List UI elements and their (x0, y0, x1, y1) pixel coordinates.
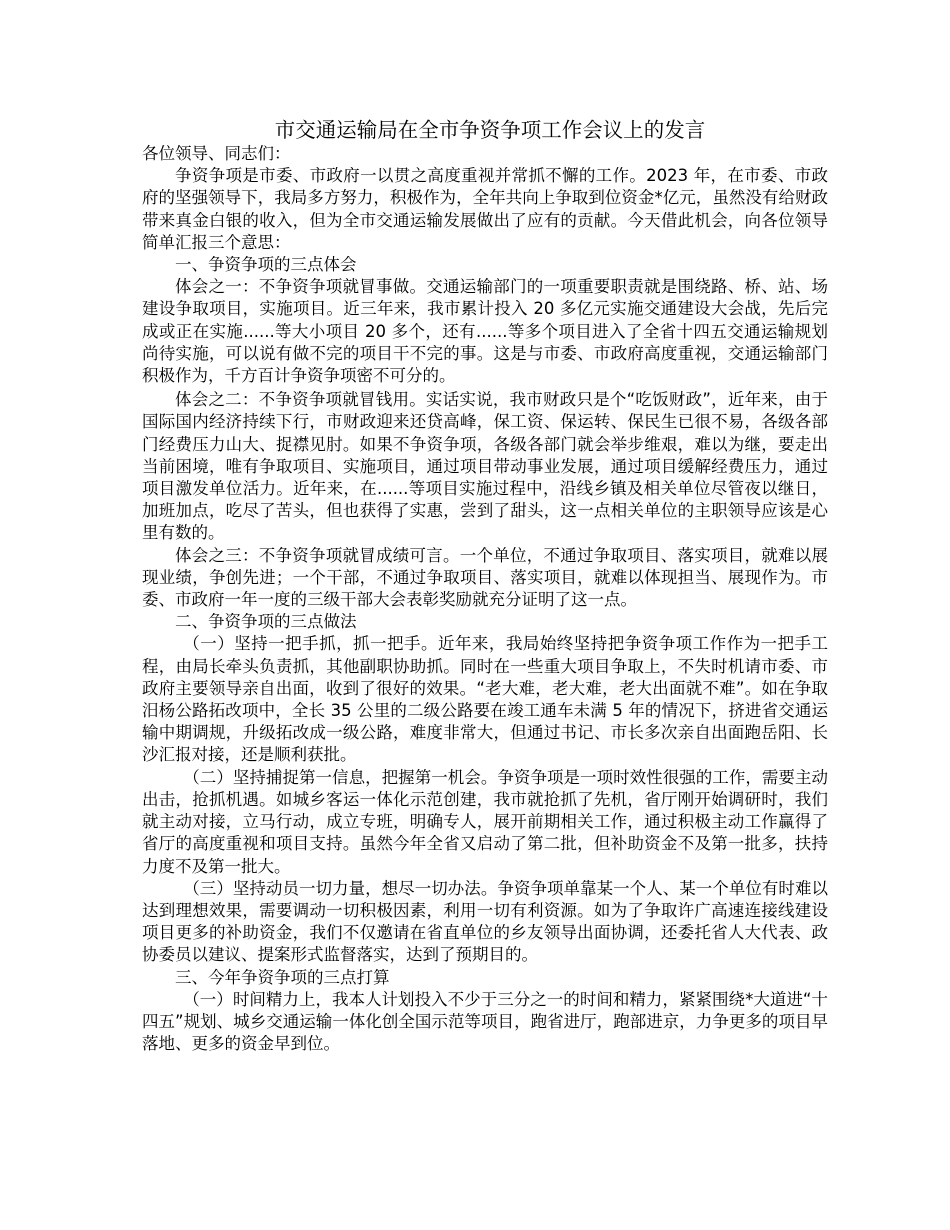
paragraph-practice-1: （一）坚持一把手抓，抓一把手。近年来，我局始终坚持把争资争项工作作为一把手工程，由局长牵头负责抓，其他副职协助抓。同时在一些重大项目争取上，不失时机请市委、市政府主要领导亲自出面，收到了很好的效果。“老大难，老大难，老大出面就不难”。如在争取汨杨公路拓改项中，全长 35 公里的二级公路要在竣工通车未满 5 年的情况下，挤进省交通运输中期调规，升级拓改成一级公路，难度非常大，但通过书记、市长多次亲自出面跑岳阳、长沙汇报对接，还是顺利获批。 (142, 634, 828, 765)
paragraph-plan-1: （一）时间精力上，我本人计划投入不少于三分之一的时间和精力，紧紧围绕*大道进“十四五”规划、城乡交通运输一体化创全国示范等项目，跑省进厅，跑部进京，力争更多的项目早落地、更多的资金早到位。 (142, 989, 828, 1054)
paragraph-practice-2: （二）坚持捕捉第一信息，把握第一机会。争资争项是一项时效性很强的工作，需要主动出击，抢抓机遇。如城乡客运一体化示范创建，我市就抢抓了先机，省厅刚开始调研时，我们就主动对接，立马行动，成立专班，明确专人，展开前期相关工作，通过积极主动工作赢得了省厅的高度重视和项目支持。虽然今年全省又启动了第二批，但补助资金不及第一批多，扶持力度不及第一批大。 (142, 767, 828, 876)
section-heading-1: 一、争资争项的三点体会 (175, 255, 357, 275)
document-page (142, 117, 828, 1055)
paragraph-insight-3: 体会之三：不争资争项就冒成绩可言。一个单位，不通过争取项目、落实项目，就难以展现业绩，争创先进；一个干部，不通过争取项目、落实项目，就难以体现担当、展现作为。市委、市政府一年一度的三级干部大会表彰奖励就充分证明了这一点。 (142, 545, 828, 610)
greeting: 各位领导、同志们： (142, 144, 291, 163)
document-title: 市交通运输局在全市争资争项工作会议上的发言 (274, 118, 706, 142)
section-heading-3: 三、今年争资争项的三点打算 (175, 967, 390, 987)
paragraph-insight-1: 体会之一：不争资争项就冒事做。交通运输部门的一项重要职责就是围绕路、桥、站、场建设争取项目，实施项目。近三年来，我市累计投入 20 多亿元实施交通建设大会战，先后完成或正在实施......等大小项目 20 多个，还有......等多个项目进入了全省十四五交通运输规划尚待实施，可以说有做不完的项目干不完的事。这是与市委、市政府高度重视，交通运输部门积极作为，千方百计争资争项密不可分的。 (142, 277, 828, 386)
section-heading-2: 二、争资争项的三点做法 (175, 612, 357, 632)
paragraph-insight-2: 体会之二：不争资争项就冒钱用。实话实说，我市财政只是个“吃饭财政”，近年来，由于国际国内经济持续下行，市财政迎来还贷高峰，保工资、保运转、保民生已很不易，各级各部门经费压力山大、捉襟见肘。如果不争资争项，各级各部门就会举步维艰，难以为继，要走出当前困境，唯有争取项目、实施项目，通过项目带动事业发展，通过项目缓解经费压力，通过项目激发单位活力。近年来，在......等项目实施过程中，沿线乡镇及相关单位尽管夜以继日，加班加点，吃尽了苦头，但也获得了实惠，尝到了甜头，这一点相关单位的主职领导应该是心里有数的。 (142, 390, 828, 543)
paragraph-practice-3: （三）坚持动员一切力量，想尽一切办法。争资争项单靠某一个人、某一个单位有时难以达到理想效果，需要调动一切积极因素，利用一切有利资源。如为了争取许广高速连接线建设项目更多的补助资金，我们不仅邀请在省直单位的乡友领导出面协调，还委托省人大代表、政协委员以建议、提案形式监督落实，达到了预期目的。 (142, 878, 828, 965)
paragraph-intro: 争资争项是市委、市政府一以贯之高度重视并常抓不懈的工作。2023 年，在市委、市政府的坚强领导下，我局多方努力，积极作为，全年共向上争取到位资金*亿元，虽然没有给财政带来真金白银的收入，但为全市交通运输发展做出了应有的贡献。今天借此机会，向各位领导简单汇报三个意思： (142, 166, 828, 252)
